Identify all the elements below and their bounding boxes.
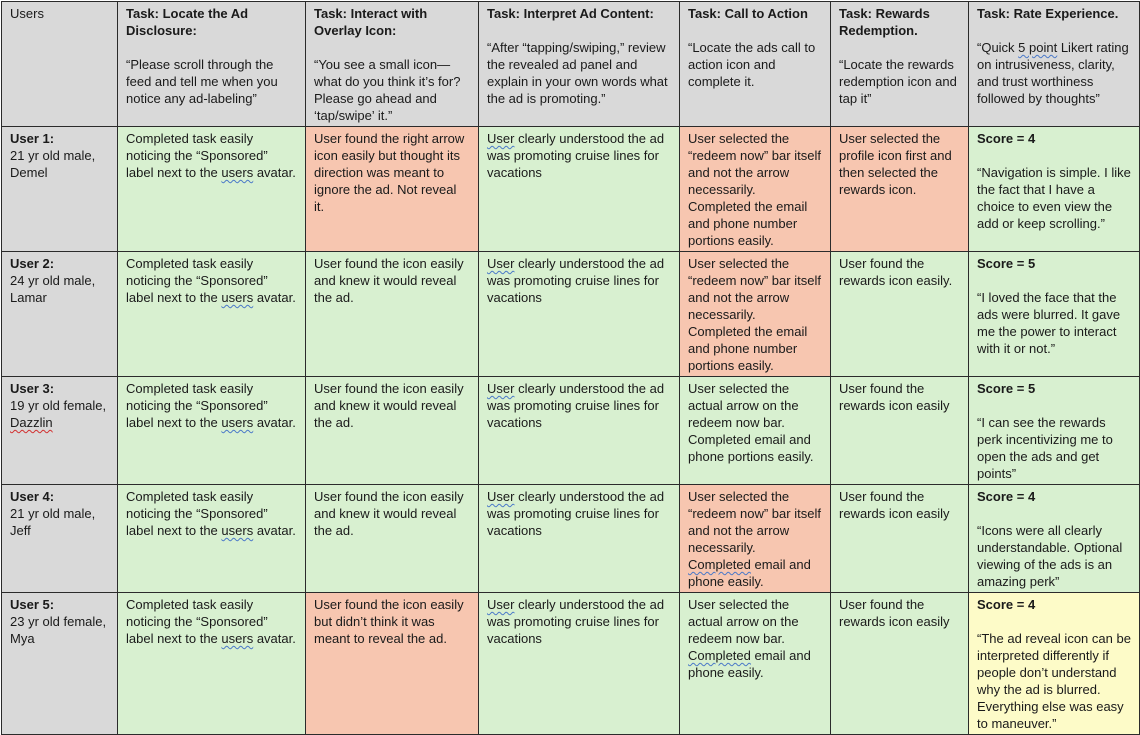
- cell-text: User selected the actual arrow on the redeem now bar.: [688, 597, 799, 646]
- user-quote: “I can see the rewards perk incentivizing me to open the ads and get points”: [977, 415, 1113, 481]
- cell-text: clearly understood the ad was promoting cruise lines for vacations: [487, 131, 665, 180]
- task-header-rewards-redemption: [831, 2, 969, 127]
- task-title: Task: Interact with Overlay Icon:: [314, 6, 428, 38]
- grammar-flag: users: [221, 523, 254, 538]
- cell-text: Completed task easily noticing the “Sponsored” label next to the: [126, 131, 268, 180]
- interpret-cell: [479, 127, 680, 252]
- score-value: Score = 4: [977, 597, 1036, 612]
- overlay-cell: User found the icon easily but didn’t think it was meant to reveal the ad.: [306, 593, 479, 735]
- cell-text: clearly understood the ad was promoting cruise lines for vacations: [487, 381, 665, 430]
- header-row: [2, 2, 1140, 127]
- spelling-flag: Dazzlin: [10, 415, 53, 430]
- grammar-flag: users: [221, 631, 254, 646]
- task-prompt: [977, 39, 1131, 107]
- cell-text: Completed task easily noticing the “Sponsored” label next to the: [126, 597, 268, 646]
- score-value: Score = 4: [977, 489, 1036, 504]
- grammar-flag: User: [487, 489, 515, 504]
- task-title: Task: Rewards Redemption.: [839, 6, 930, 38]
- users-column-header: Users: [2, 2, 118, 127]
- cell-text: Completed task easily noticing the “Sponsored” label next to the: [126, 489, 268, 538]
- rating-cell: [969, 485, 1140, 593]
- grammar-flag: users: [221, 415, 254, 430]
- task-title: Task: Locate the Ad Disclosure:: [126, 6, 249, 38]
- rating-cell: [969, 127, 1140, 252]
- task-prompt: “Locate the ads call to action icon and complete it.: [688, 40, 816, 89]
- cell-text: avatar.: [253, 631, 296, 646]
- grammar-flag: User: [487, 597, 515, 612]
- cell-text: User selected the “redeem now” bar itself and not the arrow necessarily.: [688, 489, 821, 555]
- task-header-overlay-icon: [306, 2, 479, 127]
- cell-text: avatar.: [253, 415, 296, 430]
- cell-text: User selected the actual arrow on the redeem now bar. Completed email and phone portions easily.: [688, 381, 814, 464]
- task-title: Task: Interpret Ad Content:: [487, 6, 654, 21]
- cell-text: avatar.: [253, 165, 296, 180]
- table-row: [2, 377, 1140, 485]
- user-description: 21 yr old male, Demel: [10, 148, 96, 180]
- rewards-cell: User found the rewards icon easily: [831, 485, 969, 593]
- score-value: Score = 4: [977, 131, 1036, 146]
- grammar-flag: User: [487, 381, 515, 396]
- user-quote: “Icons were all clearly understandable. Optional viewing of the ads is an amazing perk”: [977, 523, 1123, 589]
- cell-text: User selected the “redeem now” bar itself and not the arrow necessarily. Completed the email and phone number portions easily.: [688, 256, 821, 373]
- user-cell: [2, 252, 118, 377]
- cell-text: User selected the “redeem now” bar itself and not the arrow necessarily. Completed the email and phone number portions easily.: [688, 131, 821, 248]
- user-quote: “I loved the face that the ads were blurred. It gave me the power to interact with it or not.”: [977, 290, 1121, 356]
- disclosure-cell: [118, 593, 306, 735]
- task-header-interpret-ad: [479, 2, 680, 127]
- rewards-cell: User found the rewards icon easily.: [831, 252, 969, 377]
- cell-text: email and phone easily.: [688, 557, 811, 589]
- user-cell: [2, 593, 118, 735]
- user-label: User 5:: [10, 597, 55, 612]
- cell-text: avatar.: [253, 290, 296, 305]
- rating-cell: [969, 252, 1140, 377]
- cell-text: Completed task easily noticing the “Sponsored” label next to the: [126, 381, 268, 430]
- grammar-flag: 5 point: [1018, 40, 1058, 55]
- user-label: User 4:: [10, 489, 55, 504]
- cell-text: avatar.: [253, 523, 296, 538]
- disclosure-cell: [118, 252, 306, 377]
- table-row: [2, 252, 1140, 377]
- score-value: Score = 5: [977, 256, 1036, 271]
- rating-cell: [969, 377, 1140, 485]
- table-row: [2, 127, 1140, 252]
- grammar-flag: users: [221, 165, 254, 180]
- interpret-cell: [479, 593, 680, 735]
- cell-text: clearly understood the ad was promoting cruise lines for vacations: [487, 597, 665, 646]
- user-cell: [2, 127, 118, 252]
- prompt-text: “Quick: [977, 40, 1019, 55]
- task-prompt: “After “tapping/swiping,” review the revealed ad panel and explain in your own words what the ad is promoting.”: [487, 40, 668, 106]
- overlay-cell: User found the right arrow icon easily but thought its direction was meant to ignore the ad. Not reveal it.: [306, 127, 479, 252]
- rewards-cell: User found the rewards icon easily: [831, 593, 969, 735]
- task-prompt: “Please scroll through the feed and tell me when you notice any ad-labeling”: [126, 57, 278, 106]
- task-header-ad-disclosure: [118, 2, 306, 127]
- overlay-cell: User found the icon easily and knew it would reveal the ad.: [306, 252, 479, 377]
- usability-results-table: [1, 1, 1140, 735]
- grammar-flag: Completed: [688, 648, 751, 663]
- cell-text: clearly understood the ad was promoting cruise lines for vacations: [487, 256, 665, 305]
- overlay-cell: User found the icon easily and knew it would reveal the ad.: [306, 485, 479, 593]
- task-prompt: “You see a small icon—what do you think it’s for? Please go ahead and ‘tap/swipe’ it.”: [314, 57, 461, 123]
- prompt-text: Likert rating on intrusiveness, clarity, and trust worthiness followed by thoughts”: [977, 40, 1129, 106]
- grammar-flag: Completed: [688, 557, 751, 572]
- user-cell: [2, 485, 118, 593]
- interpret-cell: [479, 485, 680, 593]
- rewards-cell: User selected the profile icon first and then selected the rewards icon.: [831, 127, 969, 252]
- cell-text: Completed task easily noticing the “Sponsored” label next to the: [126, 256, 268, 305]
- task-title: Task: Call to Action: [688, 6, 808, 21]
- user-label: User 2:: [10, 256, 55, 271]
- user-label: User 1:: [10, 131, 55, 146]
- user-cell: [2, 377, 118, 485]
- user-description: 23 yr old female, Mya: [10, 614, 107, 646]
- user-description: 21 yr old male, Jeff: [10, 506, 96, 538]
- user-description: [10, 398, 106, 430]
- task-prompt: “Locate the rewards redemption icon and tap it”: [839, 57, 957, 106]
- disclosure-cell: [118, 485, 306, 593]
- cta-cell: [680, 377, 831, 485]
- cta-cell: [680, 127, 831, 252]
- cell-text: clearly understood the ad was promoting cruise lines for vacations: [487, 489, 665, 538]
- user-label: User 3:: [10, 381, 55, 396]
- task-title: Task: Rate Experience.: [977, 6, 1119, 21]
- user-quote: “Navigation is simple. I like the fact that I have a choice to even view the add or keep scrolling.”: [977, 165, 1131, 231]
- interpret-cell: [479, 252, 680, 377]
- table-row: [2, 593, 1140, 735]
- cta-cell: [680, 485, 831, 593]
- user-quote: “The ad reveal icon can be interpreted differently if people don’t understand why the ad is blurred. Everything else was easy to maneuver.”: [977, 631, 1131, 731]
- cell-text: email and phone easily.: [688, 648, 811, 680]
- task-header-rate-experience: [969, 2, 1140, 127]
- disclosure-cell: [118, 127, 306, 252]
- rating-cell: [969, 593, 1140, 735]
- cta-cell: [680, 593, 831, 735]
- overlay-cell: User found the icon easily and knew it would reveal the ad.: [306, 377, 479, 485]
- disclosure-cell: [118, 377, 306, 485]
- rewards-cell: User found the rewards icon easily: [831, 377, 969, 485]
- grammar-flag: User: [487, 256, 515, 271]
- user-description-text: 19 yr old female,: [10, 398, 107, 413]
- user-description: 24 yr old male, Lamar: [10, 273, 96, 305]
- interpret-cell: [479, 377, 680, 485]
- task-header-call-to-action: [680, 2, 831, 127]
- grammar-flag: users: [221, 290, 254, 305]
- table-row: [2, 485, 1140, 593]
- grammar-flag: User: [487, 131, 515, 146]
- score-value: Score = 5: [977, 381, 1036, 396]
- cta-cell: [680, 252, 831, 377]
